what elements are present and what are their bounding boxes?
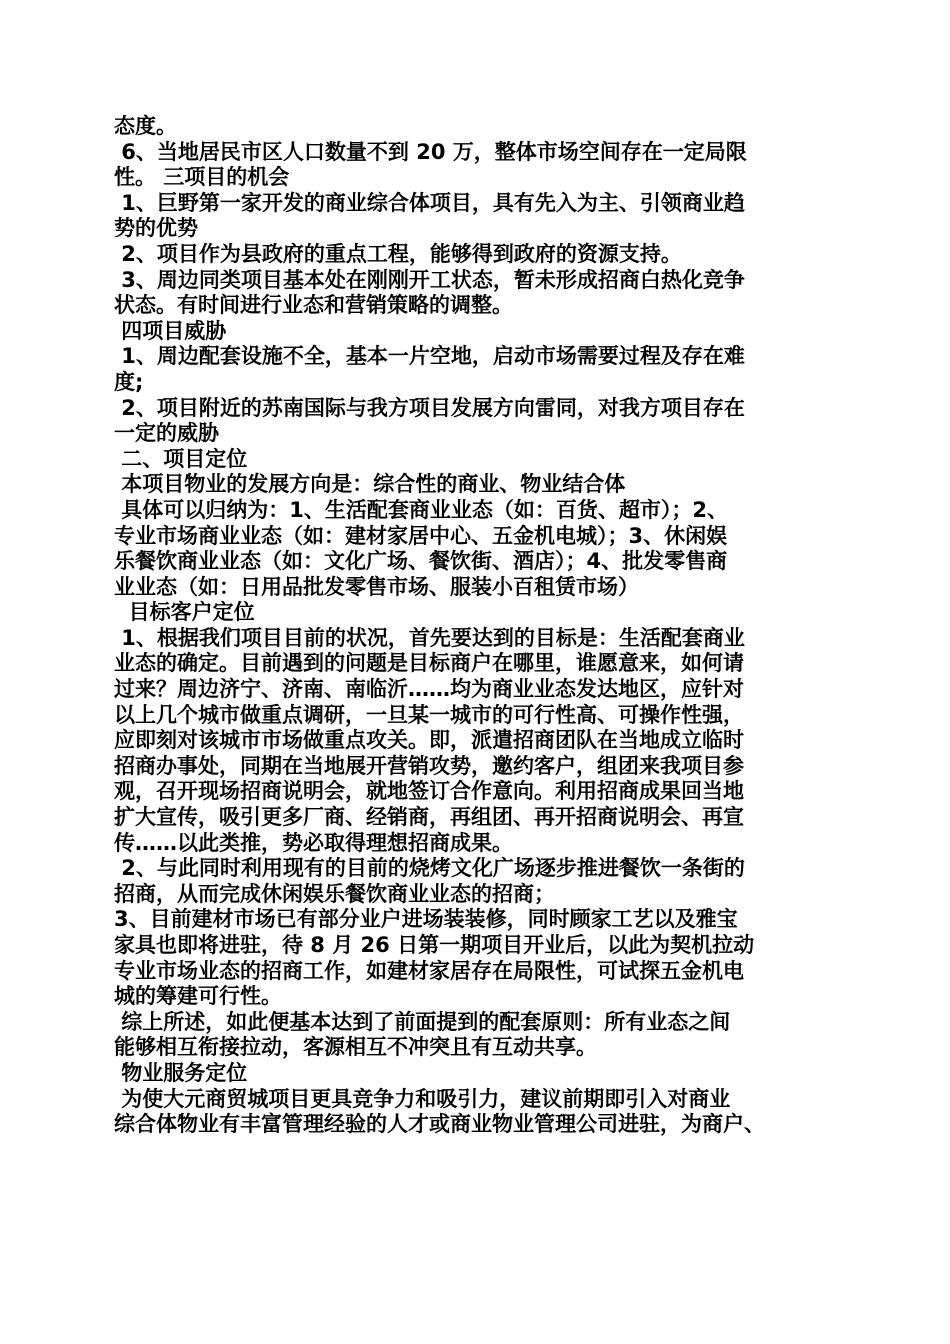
text-line: 城的筹建可行性。 [114, 984, 282, 1009]
text-line: 专业市场商业业态（如：建材家居中心、五金机电城）；3、休闲娱 [114, 523, 728, 548]
text-line: 应即刻对该城市市场做重点攻关。即，派遣招商团队在当地成立临时 [114, 728, 744, 753]
text-line: 传……以此类推，势必取得理想招商成果。 [114, 830, 513, 855]
text-line: 2、与此同时利用现有的目前的烧烤文化广场逐步推进餐饮一条街的 [114, 856, 745, 881]
text-line: 态度。 [114, 114, 177, 138]
text-line: 为使大元商贸城项目更具竞争力和吸引力，建议前期即引入对商业 [114, 1086, 731, 1111]
text-line: 综合体物业有丰富管理经验的人才或商业物业管理公司进驻，为商户、 [114, 1112, 765, 1137]
text-line: 过来？周边济宁、济南、南临沂……均为商业业态发达地区，应针对 [114, 677, 744, 702]
text-line: 能够相互衔接拉动，客源相互不冲突且有互动共享。 [114, 1035, 597, 1060]
text-line: 1、根据我们项目目前的状况，首先要达到的目标是：生活配套商业 [114, 625, 745, 650]
text-line: 一定的威胁 [114, 421, 219, 446]
text-line: 招商，从而完成休闲娱乐餐饮商业业态的招商； [114, 881, 555, 906]
text-line: 招商办事处，同期在当地展开营销攻势，邀约客户，组团来我项目参 [114, 753, 744, 778]
text-line: 2、项目附近的苏南国际与我方项目发展方向雷同，对我方项目存在 [114, 395, 745, 420]
text-line: 业态的确定。目前遇到的问题是目标商户在哪里，谁愿意来，如何请 [114, 651, 744, 676]
section-heading: 物业服务定位 [114, 1060, 248, 1085]
text-line: 综上所述，如此便基本达到了前面提到的配套原则：所有业态之间 [114, 1009, 731, 1034]
text-line: 乐餐饮商业业态（如：文化广场、餐饮街、酒店）；4、批发零售商 [114, 549, 728, 574]
section-heading: 二、项目定位 [114, 446, 248, 471]
text-line: 势的优势 [114, 216, 198, 241]
text-line: 1、巨野第一家开发的商业综合体项目，具有先入为主、引领商业趋 [114, 190, 745, 215]
section-heading: 四项目威胁 [114, 318, 227, 343]
text-line: 度; [114, 369, 144, 394]
text-line: 家具也即将进驻，待 8 月 26 日第一期项目开业后，以此为契机拉动 [114, 933, 755, 957]
text-line: 专业市场业态的招商工作，如建材家居存在局限性，可试探五金机电 [114, 958, 744, 983]
text-line: 具体可以归纳为：1、生活配套商业业态（如：百货、超市）；2、 [114, 497, 729, 522]
text-line: 状态。有时间进行业态和营销策略的调整。 [114, 293, 513, 318]
text-line: 业业态（如：日用品批发零售市场、服装小百租赁市场） [114, 574, 639, 599]
text-line: 观，召开现场招商说明会，就地签订合作意向。利用招商成果回当地 [114, 779, 744, 804]
text-line: 性。 三项目的机会 [114, 165, 290, 190]
text-line: 以上几个城市做重点调研，一旦某一城市的可行性高、可操作性强， [114, 702, 744, 727]
text-line: 3、目前建材市场已有部分业户进场装装修，同时顾家工艺以及雅宝 [114, 907, 738, 932]
text-line: 3、周边同类项目基本处在刚刚开工状态，暂未形成招商白热化竞争 [114, 267, 745, 292]
text-line: 2、项目作为县政府的重点工程，能够得到政府的资源支持。 [114, 241, 682, 266]
section-heading: 目标客户定位 [114, 600, 255, 625]
text-line: 1、周边配套设施不全，基本一片空地，启动市场需要过程及存在难 [114, 344, 745, 369]
text-line: 本项目物业的发展方向是：综合性的商业、物业结合体 [114, 472, 626, 497]
text-line: 扩大宣传，吸引更多厂商、经销商，再组团、再开招商说明会、再宣 [114, 805, 744, 830]
text-line: 6、当地居民市区人口数量不到 20 万，整体市场空间存在一定局限 [114, 139, 747, 164]
document-body [114, 114, 854, 1138]
